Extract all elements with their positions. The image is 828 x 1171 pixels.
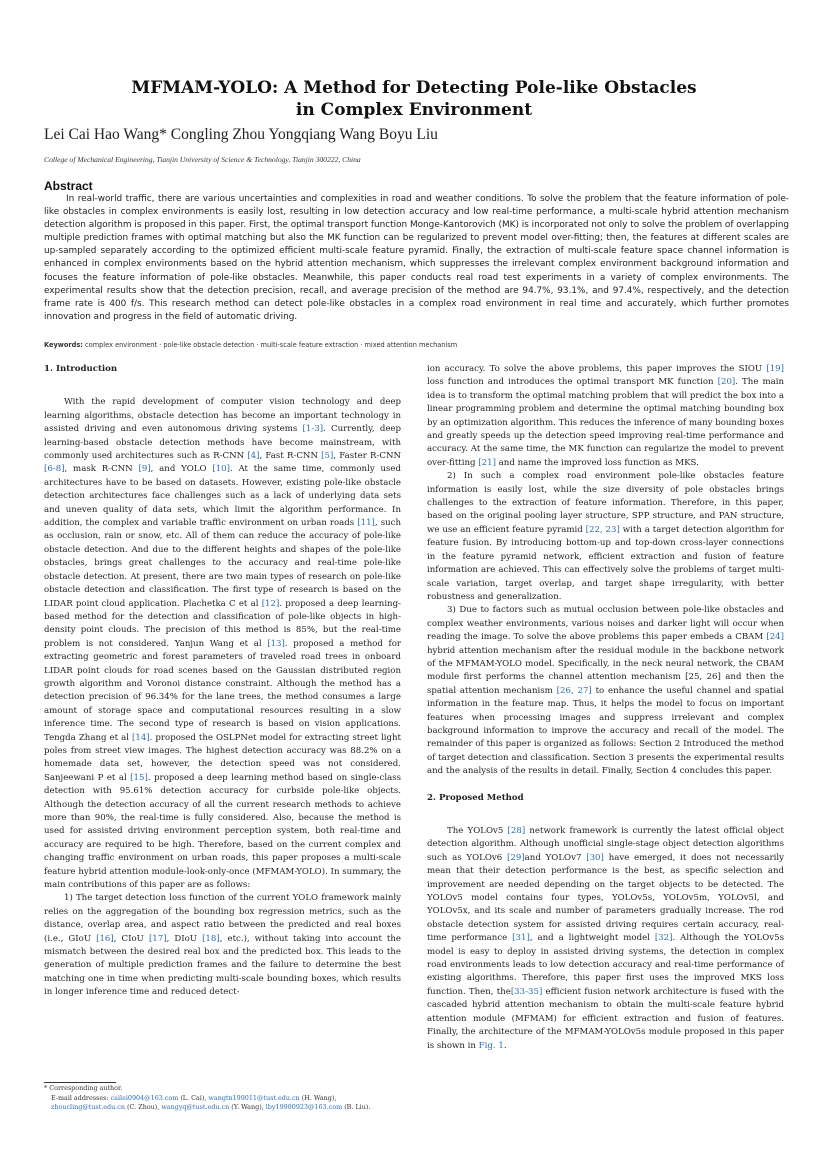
citation-link[interactable]: [24]	[766, 632, 784, 643]
citation-link[interactable]: [17]	[148, 933, 167, 944]
paragraph	[44, 396, 401, 892]
abstract-heading: Abstract	[44, 179, 93, 193]
paragraph-text: . proposed a method for extracting geometric and forest parameters of traveled road trees in onboard LIDAR point clouds for road scenes based on the Gaussian distributed region growth algorithm and Voronoi distance constraint. Although the method has a detection precision of 96.34% for the lane trees, the method consumes a large amount of storage space and computational resources resulting in a slow inference time. The second type of research is based on vision applications. Tengda Zhang et al	[44, 638, 401, 743]
section-heading-proposed-method: 2. Proposed Method	[427, 792, 524, 803]
paragraph-text: and name the improved loss function as MKS.	[495, 457, 699, 468]
right-column	[427, 363, 784, 1053]
paragraph-text: . Currently, deep learning-based obstacle detection methods have become mainstream, with commonly used architectures such as R-CNN	[44, 424, 402, 462]
citation-link[interactable]: [22, 23]	[585, 524, 620, 535]
email-owner: (L. Cai),	[178, 1093, 209, 1102]
paragraph	[427, 470, 784, 604]
paragraph	[427, 825, 784, 1053]
citation-link[interactable]: [15]	[130, 772, 148, 783]
paragraph-text: . proposed the OSLPNet model for extracting street light poles from street view images. The highest detection accuracy was 88.2% on a homemade data set, however, the detection speed was not considered. Sanjeewani P et al	[44, 732, 401, 783]
citation-link[interactable]: [33-35]	[510, 986, 543, 997]
abstract-text: In real-world traffic, there are various uncertainties and complexities in road and weather conditions. To solve the problem that the feature information of pole-like obstacles in complex environments is easily lost, resulting in low detection accuracy and low real-time performance, a multi-scale hybrid attention mechanism detection algorithm is proposed in this paper. First, the optimal transport function Monge-Kantorovich (MK) is incorporated not only to solve the problem of overlapping multiple prediction frames with optimal matching but also the MK function can be regularized to prevent model over-fitting; then, the features at different scales are up-sampled separately according to the optimized efficient multi-scale feature pyramid. Finally, the extraction of multi-scale feature space channel information is enhanced in complex environments based on the hybrid attention mechanism, which suppresses the irrelevant complex environment background information and focuses the feature information of pole-like obstacles. Meanwhile, this paper conducts real road test experiments in a variety of complex environments. The experimental results show that the detection precision, recall, and average precision of the method are 94.7%, 93.1%, and 97.4%, respectively, and the detection frame rate is 400 f/s. This research method can detect pole-like obstacles in a complex road environment in real time and accurately, which further promotes innovation and progress in the field of automatic driving.	[44, 194, 789, 322]
keywords-text: complex environment · pole-like obstacle detection · multi-scale feature extraction · mixed attention mechanism	[85, 341, 458, 349]
left-column	[44, 363, 401, 1000]
citation-link[interactable]: [18]	[202, 933, 220, 944]
title-line-1: MFMAM-YOLO: A Method for Detecting Pole-like Obstacles	[131, 78, 697, 98]
citation-link[interactable]: [6-8]	[44, 464, 65, 475]
figure-reference-link[interactable]: Fig. 1	[478, 1040, 504, 1051]
paragraph-text: , DIoU	[166, 933, 203, 944]
paragraph-text: 2) In such a complex road environment pole-like obstacles feature information is easily lost, while the size diversity of pole obstacles brings challenges to the extraction of feature information. Therefore, in this paper, based on the original pooling layer structure, SPP structure, and PAN structure, we use an efficient feature pyramid	[427, 471, 784, 535]
author-list: Lei Cai Hao Wang* Congling Zhou Yongqiang Wang Boyu Liu	[44, 126, 438, 143]
title-line-2: in Complex Environment	[295, 100, 533, 120]
email-link[interactable]: zhoucling@tust.edu.cn	[51, 1103, 125, 1112]
paragraph	[427, 363, 784, 470]
paragraph-text: , and YOLO	[150, 464, 213, 475]
email-owner: (C. Zhou),	[125, 1103, 162, 1112]
paragraph-text: . proposed a deep learning method based on single-class detection with 95.61% detection accuracy for curbside pole-like objects. Although the detection accuracy of all the current research methods to achieve more than 90%, the real-time is fully considered. Also, because the method is used for assisted driving environment perception system, both real-time and accuracy are required to be high. Therefore, based on the current complex and changing traffic environment on urban roads, this paper proposes a multi-scale feature hybrid attention module-look-only-once (MFMAM-YOLO). In summary, the main contributions of this paper are as follows:	[44, 772, 402, 891]
paragraph-text: . Although the YOLOv5s model is easy to deploy in assisted driving systems, the detection in complex road environments leads to low detection accuracy and real-time performance of existing algorithms. Therefore, this paper first uses the improved MKS loss function. Then, the	[427, 933, 784, 997]
paragraph-text: . The main idea is to transform the optimal matching problem that will predict the box into a linear programming problem and determine the optimal matching bounding box by an optimization algorithm. This reduces the inference of many bounding boxes and greatly speeds up the detection speed improving real-time performance and accuracy. At the same time, the MK function can regularize the model to prevent over-fitting	[427, 377, 784, 468]
paragraph-text: , and a lightweight model	[529, 933, 655, 944]
email-link[interactable]: lby19980923@163.com	[265, 1103, 343, 1112]
citation-link[interactable]: [13]	[267, 638, 285, 649]
email-link[interactable]: wangtn199011@tust.edu.cn	[208, 1093, 300, 1102]
paragraph-text: , Faster R-CNN	[333, 451, 401, 462]
email-owner: (Y. Wang),	[229, 1103, 266, 1112]
keywords-label: Keywords:	[44, 341, 83, 349]
email-link[interactable]: cailei0904@163.com	[110, 1093, 179, 1102]
paragraph-text: 3) Due to factors such as mutual occlusion between pole-like obstacles and complex weather environments, various noises and darker light will occur when reading the image. To solve the above problems this paper embeds a CBAM	[427, 605, 784, 643]
citation-link[interactable]: [9]	[138, 464, 151, 475]
paragraph-text: . proposed a deep learning-based method for the detection and classification of pole-like objects in high-density point clouds. The precision of this method is 85%, but the real-time problem is not considered. Yanjun Wang et al	[44, 598, 402, 649]
paragraph-text: With the rapid development of computer vision technology and deep learning algorithms, obstacle detection has become an important technology in assisted driving and even autonomous driving systems	[44, 397, 401, 435]
footnote-divider	[44, 1082, 116, 1083]
paragraph-text: , such as occlusion, rain or snow, etc. All of them can reduce the accuracy of pole-like obstacle detection. And due to the different heights and shapes of the pole-like obstacles, brings great challenges to the accuracy and real-time pole-like obstacle detection. At present, there are two main types of research on pole-like obstacle detection and classification. The first type of research is based on the LIDAR point cloud application. Plachetka C et al	[44, 518, 401, 609]
citation-link[interactable]: [10]	[212, 464, 230, 475]
paragraph-text: , mask R-CNN	[64, 464, 139, 475]
paragraph-text: to enhance the useful channel and spatial information in the feature map. Thus, it helps the model to focus on important features when processing images and suppress irrelevant and complex background information to improve the accuracy and recall of the model. The remainder of this paper is organized as follows: Section 2 Introduced the method of target detection and classification. Section 3 presents the experimental results and the analysis of the results in detail. Finally, Section 4 concludes this paper.	[427, 685, 784, 777]
paragraph-text: efficient fusion network architecture is fused with the cascaded hybrid attention mechanism to obtain the multi-scale feature hybrid attention module (MFMAM) for efficient extraction and fusion of features. Finally, the architecture of the MFMAM-YOLOv5s module proposed in this paper is shown in	[427, 986, 784, 1051]
citation-link[interactable]: [29]	[507, 852, 525, 863]
paragraph-text: hybrid attention mechanism after the residual module in the backbone network of the MFMAM-YOLO model. Specifically, in the neck neural network, the CBAM module first performs the channel attention mechanism [25, 26] and then the spatial attention mechanism	[427, 645, 784, 696]
paragraph	[44, 892, 401, 999]
paragraph-text: network framework is currently the latest official object detection algorithm. Although unofficial single-stage object detection algorithms such as YOLOv6	[427, 826, 785, 863]
paragraph-text: . At the same time, commonly used architectures have to be based on datasets. However, existing pole-like obstacle detection architectures face challenges such as a lack of underlying data sets and uneven quality of data sets, which limit the algorithm performance. In addition, the complex and variable traffic environment on urban roads	[44, 464, 401, 529]
citation-link[interactable]: [26, 27]	[556, 685, 592, 696]
citation-link[interactable]: [19]	[766, 364, 784, 374]
paragraph-text: and YOLOv7	[524, 852, 587, 863]
paragraph-text: , etc.), without taking into account the mismatch between the desired real box and the predicted box. This leads to the generation of multiple prediction frames and the failure to determine the best matching one in time when predicting multi-scale bounding boxes, which results in longer inference time and reduced detect-	[44, 933, 402, 998]
citation-link[interactable]: [11]	[357, 518, 375, 529]
email-link[interactable]: wangyq@tust.edu.cn	[161, 1103, 230, 1112]
citation-link[interactable]: [31]	[512, 933, 530, 944]
paragraph-text: The YOLOv5	[447, 826, 508, 836]
paragraph-text: , Fast R-CNN	[259, 451, 322, 462]
paragraph-text: loss function and introduces the optimal transport MK function	[427, 377, 718, 388]
citation-link[interactable]: [21]	[478, 457, 496, 468]
corresponding-author-note: * Corresponding author.	[44, 1084, 123, 1092]
paragraph	[427, 604, 784, 778]
citation-link[interactable]: [12]	[261, 598, 280, 609]
keywords	[44, 341, 789, 349]
citation-link[interactable]: [28]	[507, 826, 526, 836]
email-owner: (B. Liu).	[342, 1103, 371, 1112]
email-owner: (H. Wang),	[299, 1093, 337, 1102]
paragraph-text: , CIoU	[113, 933, 149, 944]
citation-link[interactable]: [5]	[321, 451, 334, 462]
citation-link[interactable]: [1-3]	[302, 424, 324, 435]
citation-link[interactable]: [30]	[586, 852, 604, 863]
citation-link[interactable]: [32]	[654, 933, 673, 944]
paragraph-text: 1) The target detection loss function of the current YOLO framework mainly relies on the aggregation of the bounding box regression metrics, such as the distance, overlap area, and aspect ratio between the predicted and real boxes (i.e., GIoU	[44, 893, 401, 944]
paragraph-text: ion accuracy. To solve the above problems, this paper improves the SIOU	[427, 364, 767, 374]
citation-link[interactable]: [4]	[247, 451, 260, 462]
citation-link[interactable]: [20]	[717, 377, 736, 388]
email-label: E-mail addresses:	[51, 1093, 109, 1102]
citation-link[interactable]: [14]	[132, 732, 150, 743]
paragraph-text: .	[503, 1040, 507, 1051]
section-heading-introduction: 1. Introduction	[44, 364, 118, 374]
paper-title	[40, 77, 788, 121]
paragraph-text: with a target detection algorithm for feature fusion. By introducing bottom-up and top-down cross-layer connections in the feature pyramid network, efficient extraction and fusion of feature information are achieved. This can effectively solve the problems of target multi-scale variation, target overlap, and target shape irregularity, with better robustness and generalization.	[427, 524, 785, 602]
affiliation: College of Mechanical Engineering, Tianjin University of Science & Technology, Tianjin 300222, China	[44, 155, 361, 164]
footnote	[44, 1084, 409, 1113]
citation-link[interactable]: [16]	[96, 933, 114, 944]
email-addresses	[44, 1094, 409, 1113]
paragraph-text: have emerged, it does not necessarily mean that their detection performance is the best, as specific selection and improvement are needed depending on the target objects to be detected. The YOLOv5 model contains four types, YOLOv5s, YOLOv5m, YOLOv5l, and YOLOv5x, and its scale and number of parameters gradually increase. The rod obstacle detection system for assisted driving requires certain accuracy, real-time performance	[427, 852, 784, 944]
